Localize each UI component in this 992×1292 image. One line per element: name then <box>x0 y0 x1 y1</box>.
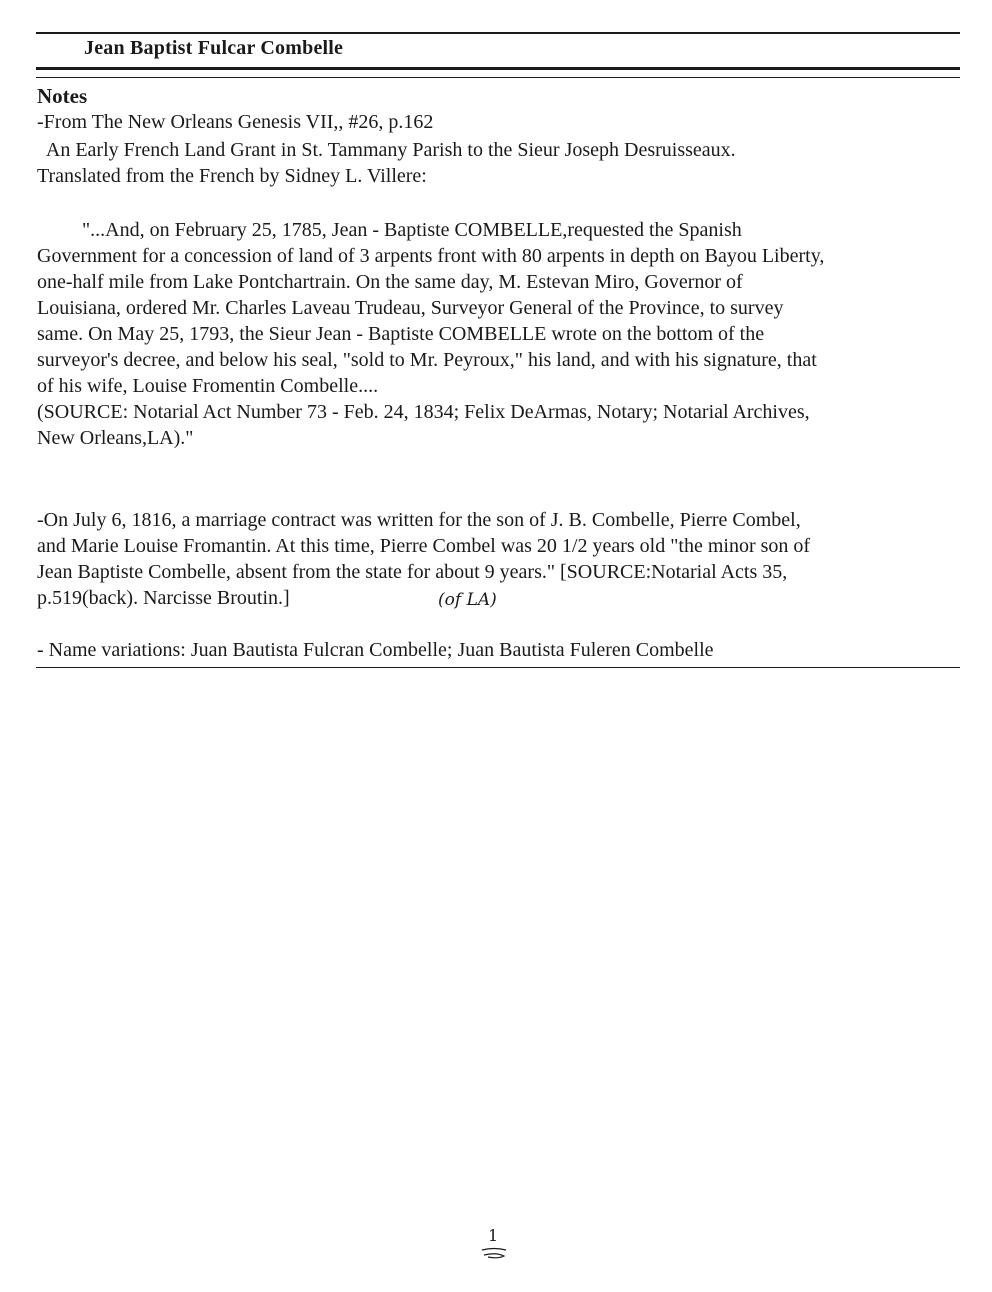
page-number: 1 <box>488 1226 499 1245</box>
quote-line: Government for a concession of land of 3 arpents front with 80 arpents in depth on Bayou Liberty, <box>37 245 825 267</box>
source-line: -From The New Orleans Genesis VII,, #26, p.162 <box>37 111 434 133</box>
source-line: Translated from the French by Sidney L. Villere: <box>37 165 427 187</box>
source-line: An Early French Land Grant in St. Tammany Parish to the Sieur Joseph Desruisseaux. <box>37 139 736 161</box>
quote-line: one-half mile from Lake Pontchartrain. On the same day, M. Estevan Miro, Governor of <box>37 271 743 293</box>
page-title: Jean Baptist Fulcar Combelle <box>84 37 344 59</box>
quote-line: New Orleans,LA)." <box>37 427 194 449</box>
marriage-line: p.519(back). Narcisse Broutin.] <box>37 587 290 609</box>
handwritten-insert: (of LA) <box>438 590 497 610</box>
marriage-line: -On July 6, 1816, a marriage contract was written for the son of J. B. Combelle, Pierre Combel, <box>37 509 801 531</box>
quote-line: same. On May 25, 1793, the Sieur Jean - Baptiste COMBELLE wrote on the bottom of the <box>37 323 765 345</box>
marriage-line: and Marie Louise Fromantin. At this time, Pierre Combel was 20 1/2 years old "the minor son of <box>37 535 811 557</box>
page-number-underline-mark <box>480 1246 510 1260</box>
top-rule <box>36 32 960 34</box>
quote-line: "...And, on February 25, 1785, Jean - Baptiste COMBELLE,requested the Spanish <box>82 219 742 241</box>
marriage-line: Jean Baptiste Combelle, absent from the state for about 9 years." [SOURCE:Notarial Acts 35, <box>37 561 788 583</box>
name-variations: - Name variations: Juan Bautista Fulcran Combelle; Juan Bautista Fuleren Combelle <box>37 639 714 661</box>
title-rule-thin <box>36 77 960 78</box>
notes-heading: Notes <box>37 84 88 108</box>
quote-line: of his wife, Louise Fromentin Combelle.... <box>37 375 379 397</box>
quote-line: (SOURCE: Notarial Act Number 73 - Feb. 24, 1834; Felix DeArmas, Notary; Notarial Archives, <box>37 401 810 423</box>
quote-line: Louisiana, ordered Mr. Charles Laveau Trudeau, Surveyor General of the Province, to survey <box>37 297 784 319</box>
title-rule-thick <box>36 67 960 70</box>
quote-line: surveyor's decree, and below his seal, "sold to Mr. Peyroux," his land, and with his signature, that <box>37 349 817 371</box>
bottom-rule <box>36 667 960 668</box>
